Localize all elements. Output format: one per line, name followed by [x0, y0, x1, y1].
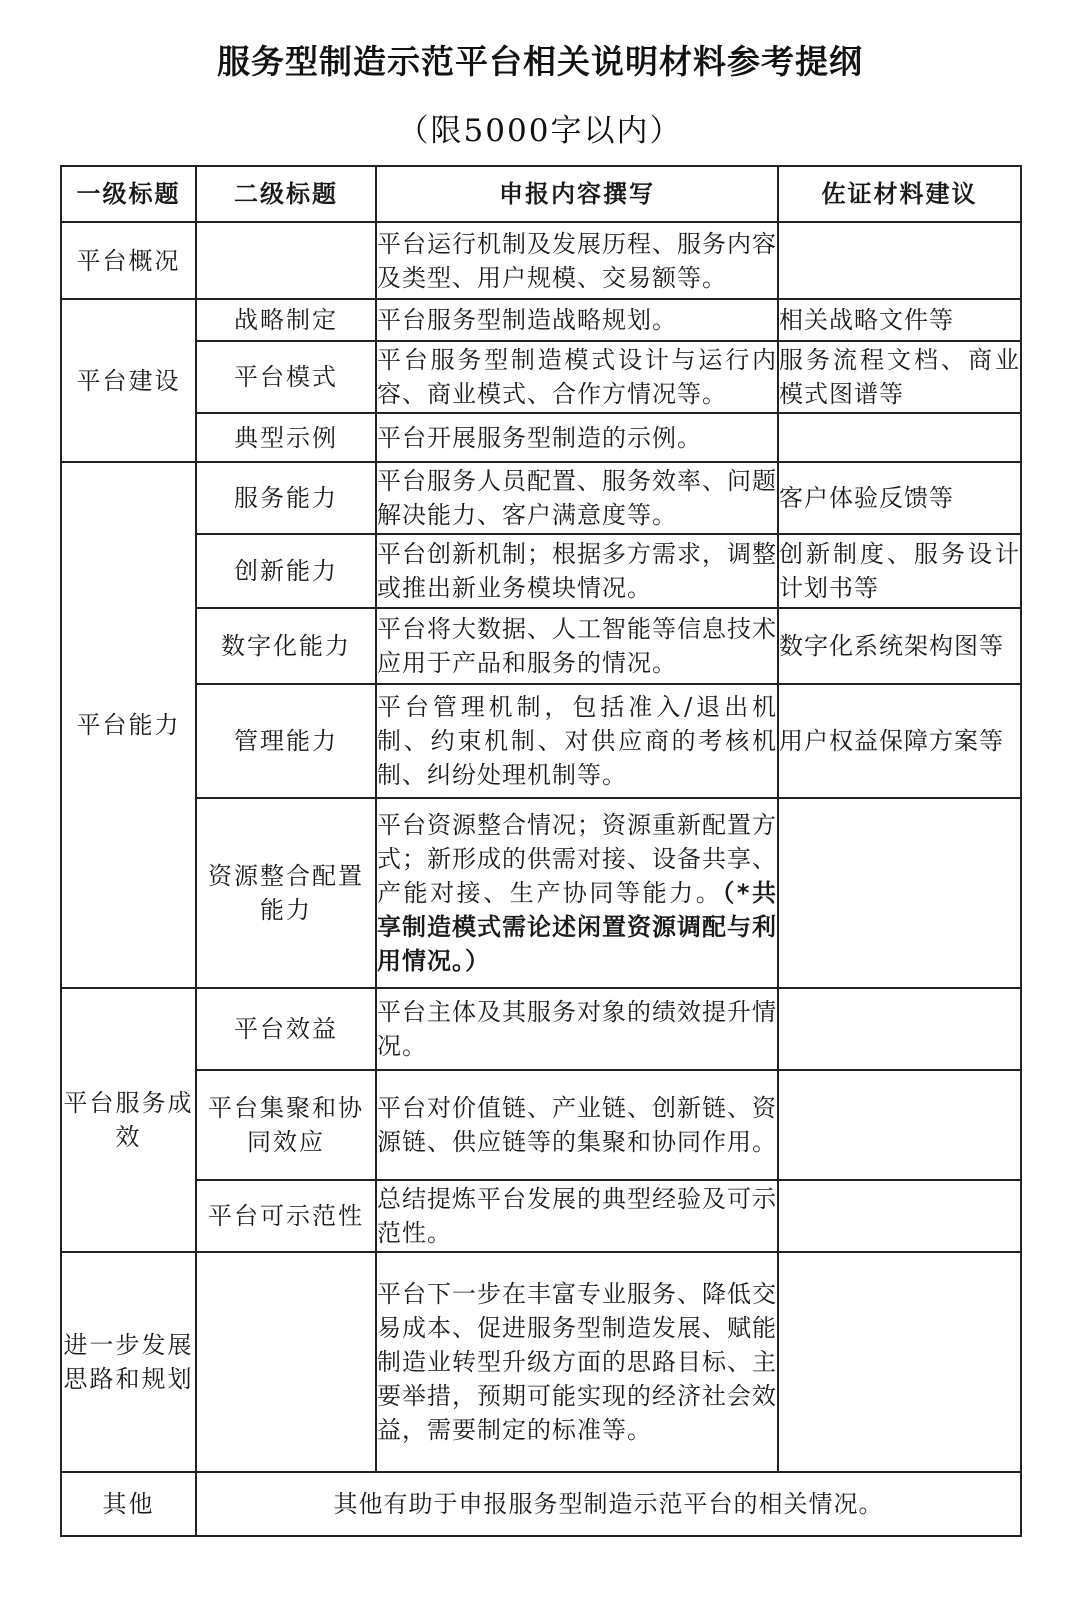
level2-title: 资源整合配置能力	[196, 798, 376, 988]
content-text: 平台资源整合情况；资源重新配置方式；新形成的供需对接、设备共享、产能对接、生产协同等能力。	[377, 811, 777, 907]
table-row	[61, 462, 1021, 534]
content-cell: 平台服务型制造模式设计与运行内容、商业模式、合作方情况等。	[376, 341, 778, 413]
table-header-row	[61, 166, 1021, 222]
table-row	[61, 413, 1021, 462]
table-row	[61, 1070, 1021, 1180]
content-cell: 平台服务人员配置、服务效率、问题解决能力、客户满意度等。	[376, 462, 778, 534]
evidence-cell-empty	[778, 413, 1021, 462]
table-row	[61, 608, 1021, 684]
table-row	[61, 798, 1021, 988]
evidence-cell-empty	[778, 222, 1021, 299]
content-cell: 平台对价值链、产业链、创新链、资源链、供应链等的集聚和协同作用。	[376, 1070, 778, 1180]
table-row	[61, 534, 1021, 608]
page-subtitle: （限5000字以内）	[397, 113, 683, 149]
level2-title: 战略制定	[196, 299, 376, 341]
level2-title: 典型示例	[196, 413, 376, 462]
shared-manufacturing-note: （*共享制造模式需论述闲置资源调配与利用情况。）	[377, 879, 777, 975]
table-row	[61, 1472, 1021, 1536]
evidence-cell-empty	[778, 1252, 1021, 1472]
content-cell: 平台管理机制，包括准入/退出机制、约束机制、对供应商的考核机制、纠纷处理机制等。	[376, 684, 778, 798]
table-row	[61, 988, 1021, 1070]
level2-title: 创新能力	[196, 534, 376, 608]
header-level1: 一级标题	[61, 166, 196, 222]
level2-title-empty	[196, 222, 376, 299]
table-row	[61, 299, 1021, 341]
evidence-cell: 服务流程文档、商业模式图谱等	[778, 341, 1021, 413]
content-cell: 平台创新机制；根据多方需求，调整或推出新业务模块情况。	[376, 534, 778, 608]
level2-title: 服务能力	[196, 462, 376, 534]
outline-table	[60, 165, 1022, 1537]
evidence-cell-empty	[778, 988, 1021, 1070]
content-cell: 平台开展服务型制造的示例。	[376, 413, 778, 462]
header-evidence: 佐证材料建议	[778, 166, 1021, 222]
content-cell: 平台主体及其服务对象的绩效提升情况。	[376, 988, 778, 1070]
level2-title: 管理能力	[196, 684, 376, 798]
content-cell: 其他有助于申报服务型制造示范平台的相关情况。	[196, 1472, 1021, 1536]
evidence-cell-empty	[778, 798, 1021, 988]
level2-title: 数字化能力	[196, 608, 376, 684]
evidence-cell: 创新制度、服务设计计划书等	[778, 534, 1021, 608]
evidence-cell-empty	[778, 1180, 1021, 1252]
page-title: 服务型制造示范平台相关说明材料参考提纲	[217, 42, 863, 81]
content-cell: 平台下一步在丰富专业服务、降低交易成本、促进服务型制造发展、赋能制造业转型升级方面的思路目标、主要举措，预期可能实现的经济社会效益，需要制定的标准等。	[376, 1252, 778, 1472]
level2-title: 平台可示范性	[196, 1180, 376, 1252]
table-row	[61, 684, 1021, 798]
content-cell: 平台运行机制及发展历程、服务内容及类型、用户规模、交易额等。	[376, 222, 778, 299]
table-row	[61, 222, 1021, 299]
level1-title: 进一步发展思路和规划	[61, 1252, 196, 1472]
header-content: 申报内容撰写	[376, 166, 778, 222]
header-level2: 二级标题	[196, 166, 376, 222]
table-row	[61, 1180, 1021, 1252]
table-row	[61, 341, 1021, 413]
evidence-cell-empty	[778, 1070, 1021, 1180]
content-cell: 平台将大数据、人工智能等信息技术应用于产品和服务的情况。	[376, 608, 778, 684]
level1-title: 平台能力	[61, 462, 196, 988]
content-cell: 总结提炼平台发展的典型经验及可示范性。	[376, 1180, 778, 1252]
level1-title: 其他	[61, 1472, 196, 1536]
level2-title: 平台集聚和协同效应	[196, 1070, 376, 1180]
evidence-cell: 数字化系统架构图等	[778, 608, 1021, 684]
level2-title-empty	[196, 1252, 376, 1472]
level2-title: 平台效益	[196, 988, 376, 1070]
content-cell	[376, 798, 778, 988]
level2-title: 平台模式	[196, 341, 376, 413]
content-cell: 平台服务型制造战略规划。	[376, 299, 778, 341]
evidence-cell: 相关战略文件等	[778, 299, 1021, 341]
level1-title: 平台概况	[61, 222, 196, 299]
evidence-cell: 用户权益保障方案等	[778, 684, 1021, 798]
table-row	[61, 1252, 1021, 1472]
level1-title: 平台服务成效	[61, 988, 196, 1252]
evidence-cell: 客户体验反馈等	[778, 462, 1021, 534]
level1-title: 平台建设	[61, 299, 196, 462]
